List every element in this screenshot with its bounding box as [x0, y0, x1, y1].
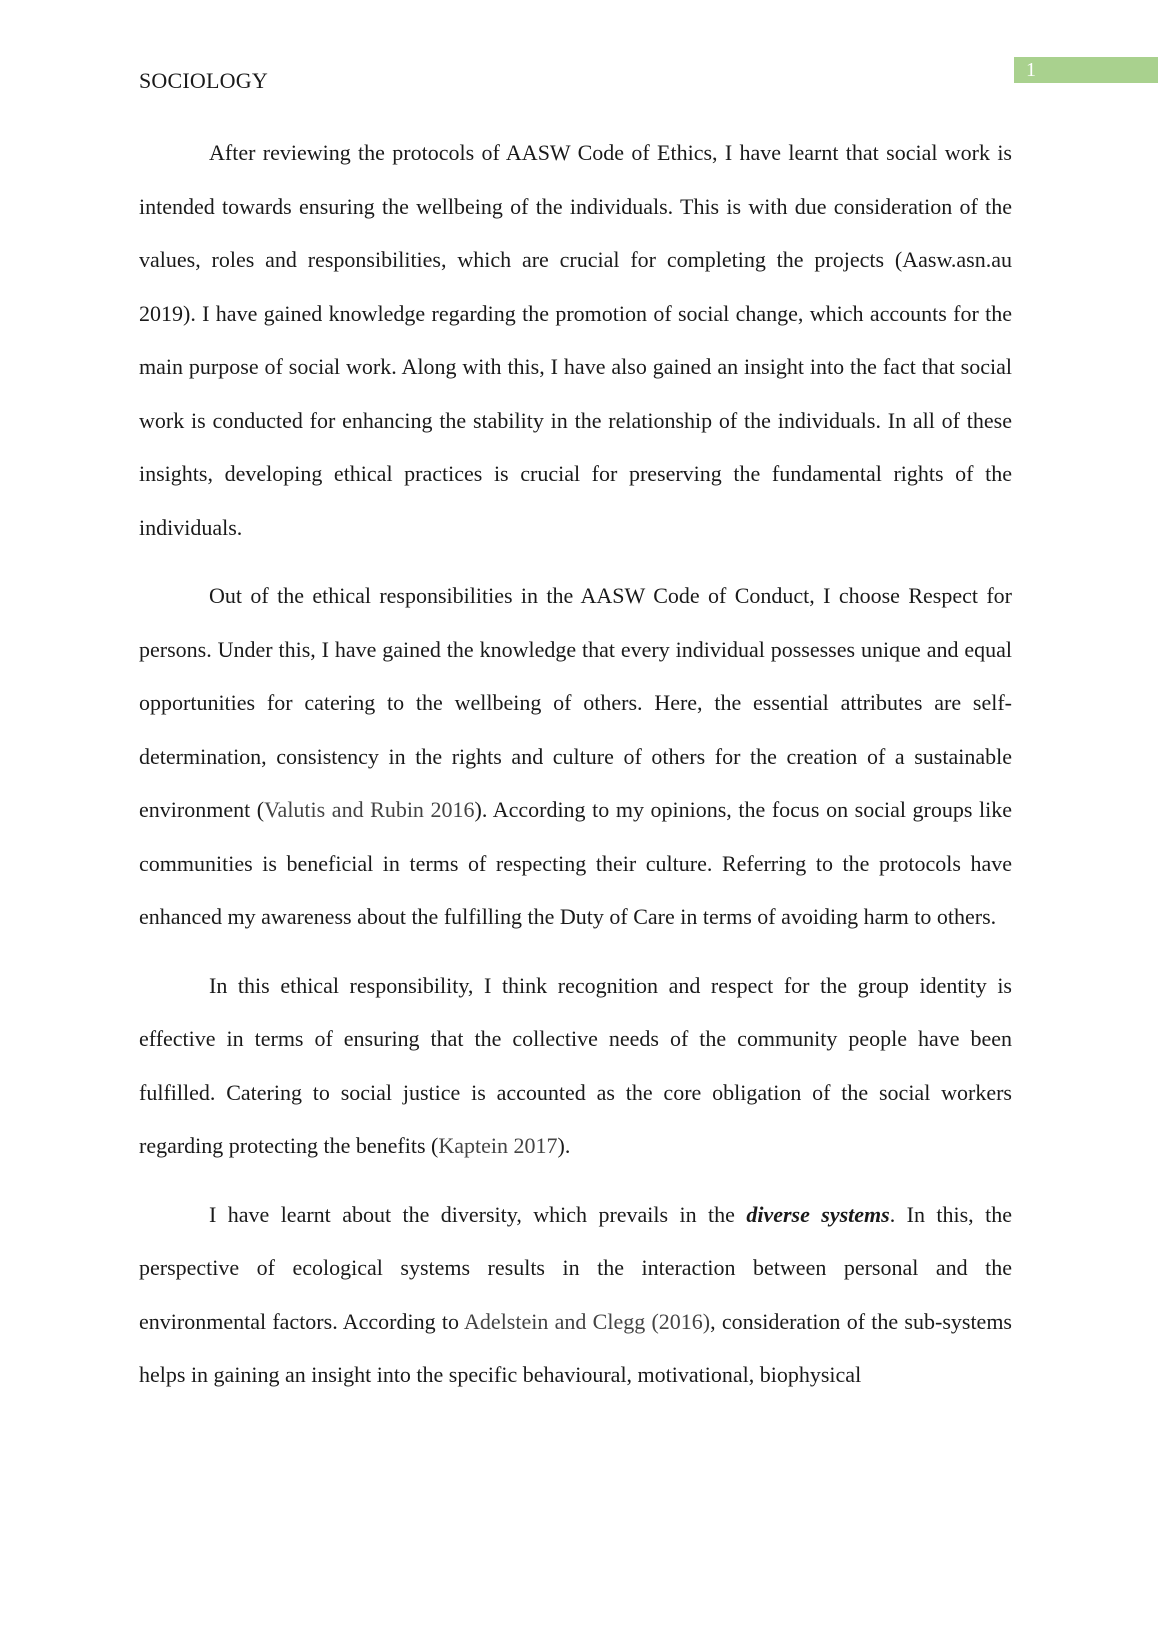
paragraph-2-text-a: Out of the ethical responsibilities in the AASW Code of Conduct, I choose Respect for persons. Under this, I have gained the knowledge that every individual possesses unique and equal opportunities for catering to the wellbeing of others. Here, the essential attributes are self-determination, consistency in the rights and culture of others for the creation of a sustainable environment (: [139, 583, 1012, 822]
paragraph-4: [139, 1188, 1012, 1402]
emphasis-diverse-systems: diverse systems: [746, 1201, 890, 1227]
page-number-bar: [1014, 57, 1158, 83]
page-number: 1: [1026, 59, 1036, 81]
body-text: [139, 126, 1012, 1402]
paragraph-3-text-b: ).: [557, 1133, 571, 1158]
citation-valutis-rubin: Valutis and Rubin 2016: [264, 797, 475, 822]
citation-adelstein-clegg: Adelstein and Clegg (2016): [464, 1308, 711, 1334]
paragraph-3: [139, 959, 1012, 1173]
paragraph-2: [139, 569, 1012, 944]
paragraph-4-text-b: . In this, the perspective of ecological systems results in the interaction between personal and the environmental factors. According to: [139, 1201, 1012, 1334]
paragraph-4-text-c: , consideration of the sub-systems helps in gaining an insight into the specific behavioural, motivational, biophysical: [139, 1308, 1012, 1387]
paragraph-2-text-b: ). According to my opinions, the focus on social groups like communities is beneficial in terms of respecting their culture. Referring to the protocols have enhanced my awareness about the fulfilling the Duty of Care in terms of avoiding harm to others.: [139, 797, 1012, 929]
citation-kaptein: Kaptein 2017: [438, 1133, 558, 1158]
paragraph-3-text-a: In this ethical responsibility, I think recognition and respect for the group identity is effective in terms of ensuring that the collective needs of the community people have been fulfilled. Catering to social justice is accounted as the core obligation of the social workers regarding protecting the benefits (: [139, 972, 1012, 1158]
paragraph-1: [139, 126, 1012, 554]
paragraph-4-text-a: I have learnt about the diversity, which prevails in the: [209, 1201, 747, 1227]
running-head: SOCIOLOGY: [139, 68, 268, 93]
paragraph-1-text: After reviewing the protocols of AASW Code of Ethics, I have learnt that social work is intended towards ensuring the wellbeing of the individuals. This is with due consideration of the values, roles and responsibilities, which are crucial for completing the projects (Aasw.asn.au 2019). I have gained knowledge regarding the promotion of social change, which accounts for the main purpose of social work. Along with this, I have also gained an insight into the fact that social work is conducted for enhancing the stability in the relationship of the individuals. In all of these insights, developing ethical practices is crucial for preserving the fundamental rights of the individuals.: [139, 140, 1012, 540]
